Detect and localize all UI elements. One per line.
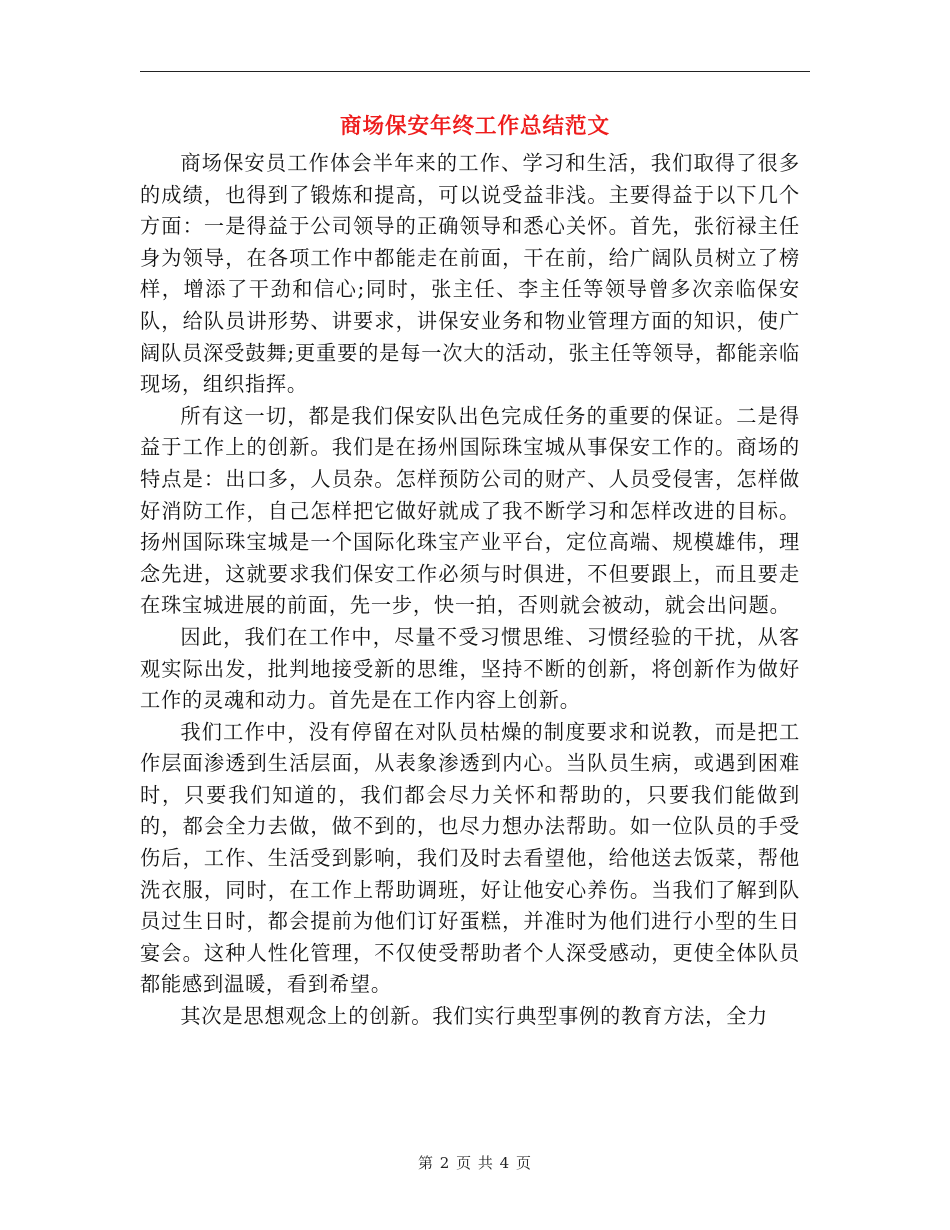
header-rule [140, 71, 810, 72]
paragraph-1: 商场保安员工作体会半年来的工作、学习和生活，我们取得了很多的成绩，也得到了锻炼和提高，可以说受益非浅。主要得益于以下几个方面：一是得益于公司领导的正确领导和悉心关怀。首先，张衍禄主任身为领导，在各项工作中都能走在前面，干在前，给广阔队员树立了榜样，增添了干劲和信心;同时，张主任、李主任等领导曾多次亲临保安队，给队员讲形势、讲要求，讲保安业务和物业管理方面的知识，使广阔队员深受鼓舞;更重要的是每一次大的活动，张主任等领导，都能亲临现场，组织指挥。 [140, 151, 800, 397]
paragraph-3: 因此，我们在工作中，尽量不受习惯思维、习惯经验的干扰，从客观实际出发，批判地接受新的思维，坚持不断的创新，将创新作为做好工作的灵魂和动力。首先是在工作内容上创新。 [140, 624, 800, 713]
paragraph-5: 其次是思想观念上的创新。我们实行典型事例的教育方法，全力 [180, 1004, 769, 1029]
document-body [140, 148, 800, 1033]
paragraph-2: 所有这一切，都是我们保安队出色完成任务的重要的保证。二是得益于工作上的创新。我们是在扬州国际珠宝城从事保安工作的。商场的特点是：出口多，人员杂。怎样预防公司的财产、人员受侵害，怎样做好消防工作，自己怎样把它做好就成了我不断学习和怎样改进的目标。扬州国际珠宝城是一个国际化珠宝产业平台，定位高端、规模雄伟，理念先进，这就要求我们保安工作必须与时俱进，不但要跟上，而且要走在珠宝城进展的前面，先一步，快一拍，否则就会被动，就会出问题。 [140, 403, 800, 618]
paragraph-4: 我们工作中，没有停留在对队员枯燥的制度要求和说教，而是把工作层面渗透到生活层面，从表象渗透到内心。当队员生病，或遇到困难时，只要我们知道的，我们都会尽力关怀和帮助的，只要我们能做到的，都会全力去做，做不到的，也尽力想办法帮助。如一位队员的手受伤后，工作、生活受到影响，我们及时去看望他，给他送去饭菜，帮他洗衣服，同时，在工作上帮助调班，好让他安心养伤。当我们了解到队员过生日时，都会提前为他们订好蛋糕，并准时为他们进行小型的生日宴会。这种人性化管理，不仅使受帮助者个人深受感动，更使全体队员都能感到温暖，看到希望。 [140, 719, 800, 997]
document-title: 商场保安年终工作总结范文 [339, 114, 610, 139]
page-footer: 第 2 页 共 4 页 [418, 1154, 532, 1172]
